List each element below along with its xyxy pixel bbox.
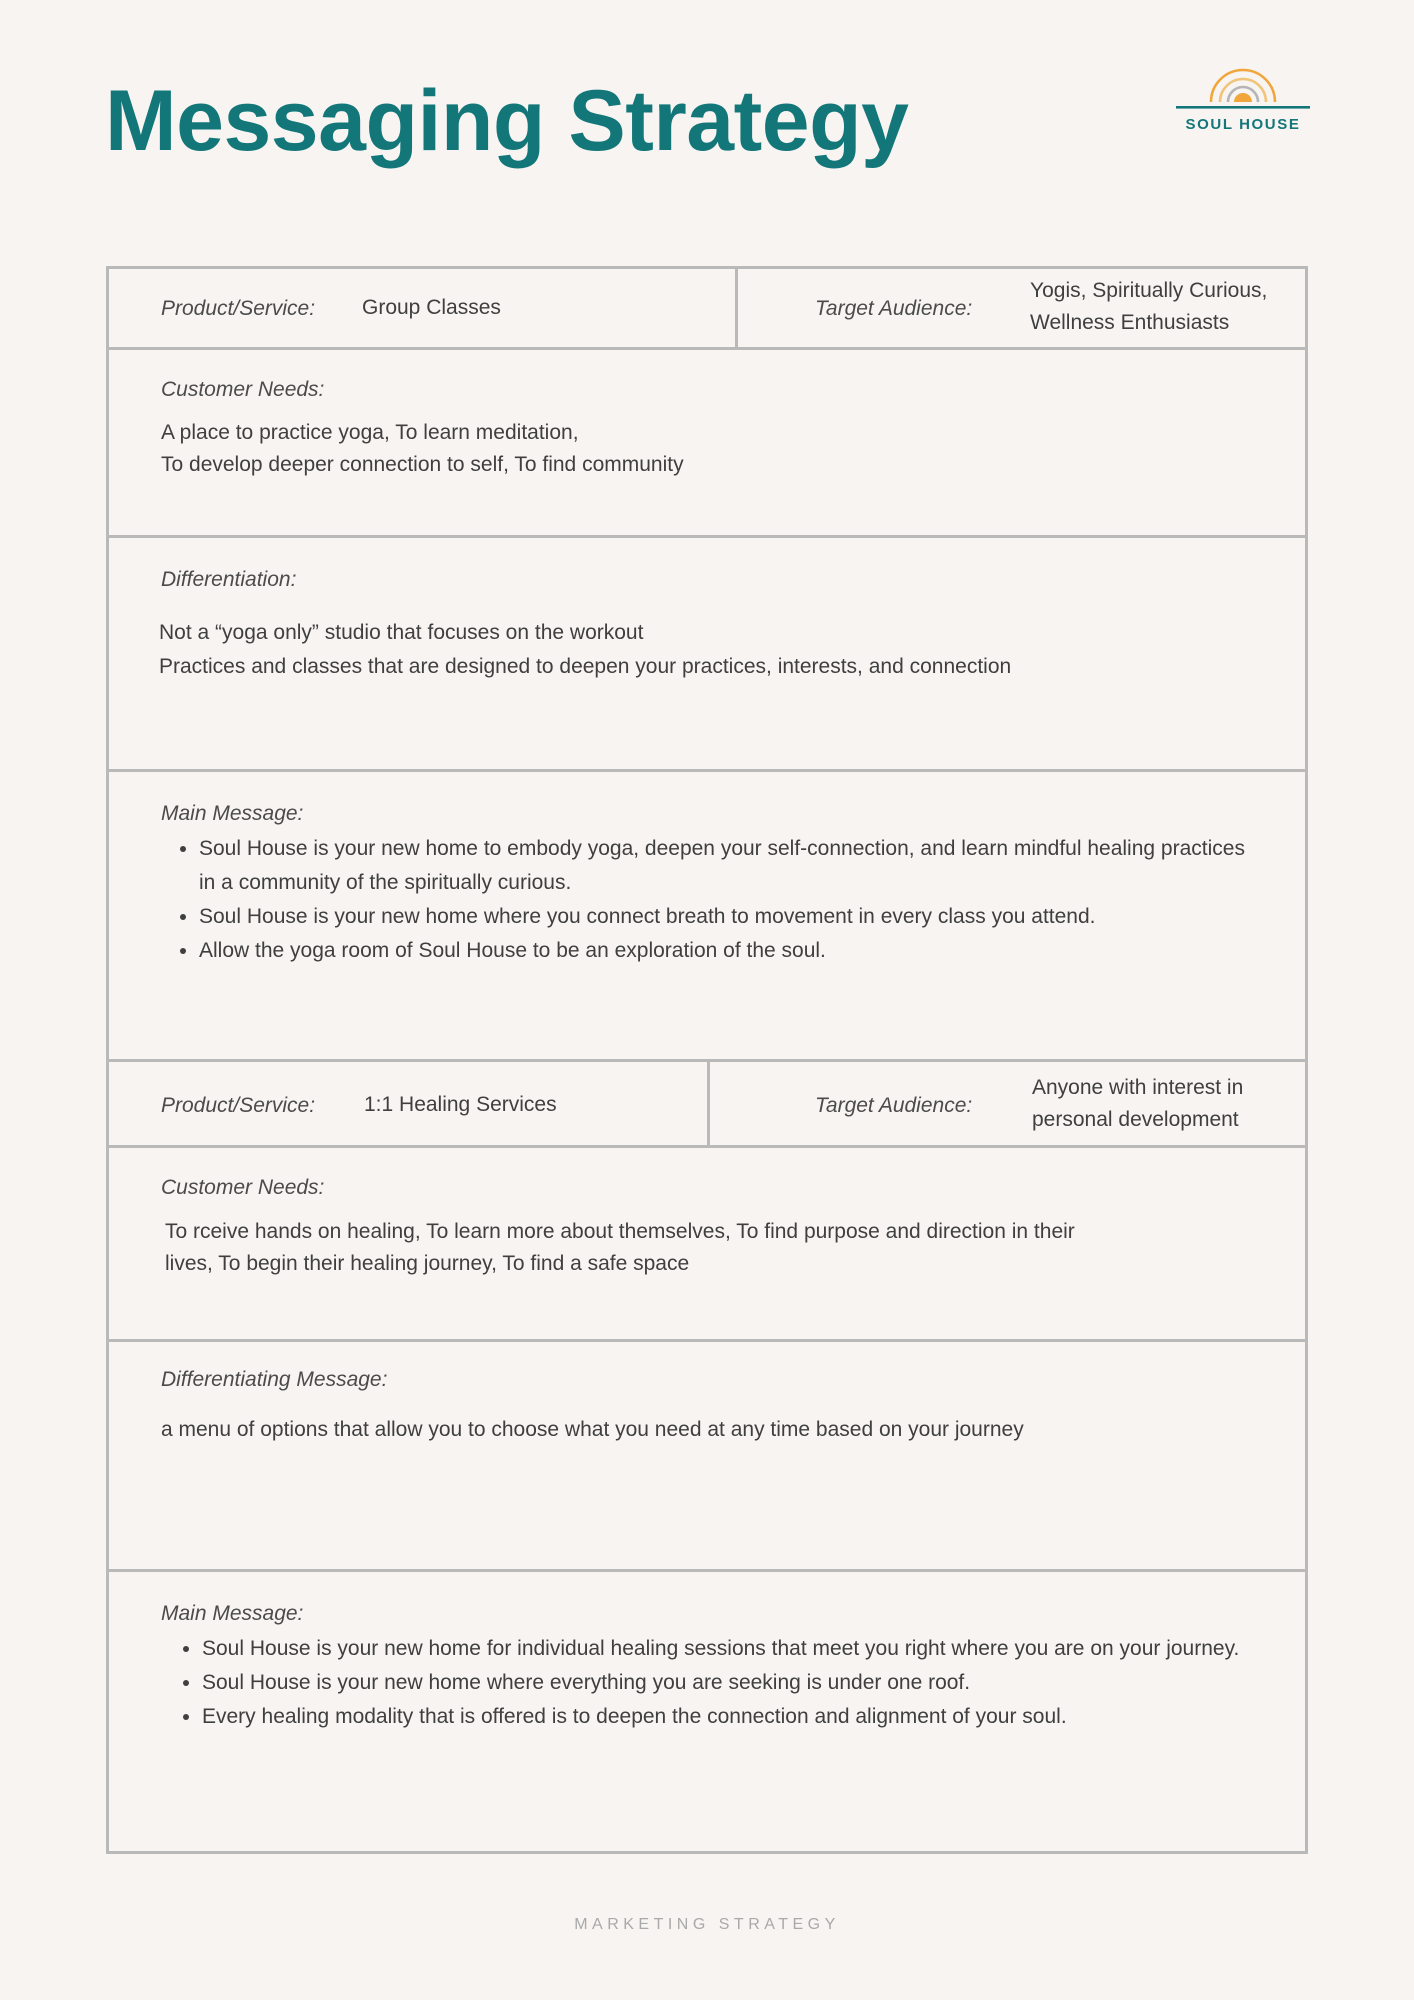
main-message-list: [159, 832, 1249, 968]
customer-needs-text: A place to practice yoga, To learn meditation, To develop deeper connection to self, To find community: [161, 421, 684, 476]
target-audience-value: Anyone with interest in personal development: [1032, 1076, 1244, 1131]
logo-wordmark: SOUL HOUSE: [1185, 116, 1301, 133]
differentiating-message-label: Differentiating Message:: [161, 1368, 388, 1391]
main-message-label: Main Message:: [161, 1602, 304, 1625]
rainbow-sun-icon: [1208, 66, 1278, 106]
list-item: • Soul House is your new home for individual healing sessions that meet you right where you are on your journey.: [202, 1632, 1252, 1666]
differentiating-message-text: a menu of options that allow you to choose what you need at any time based on your journey: [161, 1418, 1024, 1441]
product-service-label: Product/Service:: [161, 1094, 316, 1117]
messaging-table: [106, 266, 1308, 1854]
list-item: • Every healing modality that is offered is to deepen the connection and alignment of your soul.: [202, 1700, 1252, 1734]
differentiation-label: Differentiation:: [161, 568, 297, 591]
target-audience-value: Yogis, Spiritually Curious, Wellness Enthusiasts: [1030, 279, 1268, 334]
list-item: • Soul House is your new home to embody yoga, deepen your self-connection, and learn mindful healing practices in a community of the spiritually curious.: [199, 832, 1249, 900]
row-divider: [109, 769, 1305, 772]
target-audience-label: Target Audience:: [815, 1094, 973, 1117]
page-title: Messaging Strategy: [105, 73, 909, 169]
product-service-value: Group Classes: [362, 296, 501, 319]
row-divider: [109, 1339, 1305, 1342]
page-footer: MARKETING STRATEGY: [574, 1916, 840, 1933]
row-divider: [109, 1145, 1305, 1148]
main-message-list: [162, 1632, 1252, 1734]
list-item: • Soul House is your new home where you connect breath to movement in every class you attend.: [199, 900, 1249, 934]
logo-underline: [1176, 106, 1310, 110]
differentiation-text: Not a “yoga only” studio that focuses on the workout Practices and classes that are designed to deepen your practices, interests, and connection: [159, 621, 1012, 678]
row-divider: [109, 347, 1305, 350]
column-divider: [707, 1059, 710, 1145]
list-item: • Allow the yoga room of Soul House to be an exploration of the soul.: [199, 934, 1249, 968]
customer-needs-text: To rceive hands on healing, To learn more about themselves, To find purpose and direction in their lives, To begin their healing journey, To find a safe space: [165, 1220, 1075, 1275]
product-service-value: 1:1 Healing Services: [364, 1093, 557, 1116]
product-service-label: Product/Service:: [161, 297, 316, 320]
list-item: • Soul House is your new home where everything you are seeking is under one roof.: [202, 1666, 1252, 1700]
target-audience-label: Target Audience:: [815, 297, 973, 320]
customer-needs-label: Customer Needs:: [161, 378, 325, 401]
column-divider: [735, 269, 738, 347]
main-message-label: Main Message:: [161, 802, 304, 825]
customer-needs-label: Customer Needs:: [161, 1176, 325, 1199]
row-divider: [109, 1569, 1305, 1572]
row-divider: [109, 535, 1305, 538]
brand-logo: [1176, 66, 1310, 138]
